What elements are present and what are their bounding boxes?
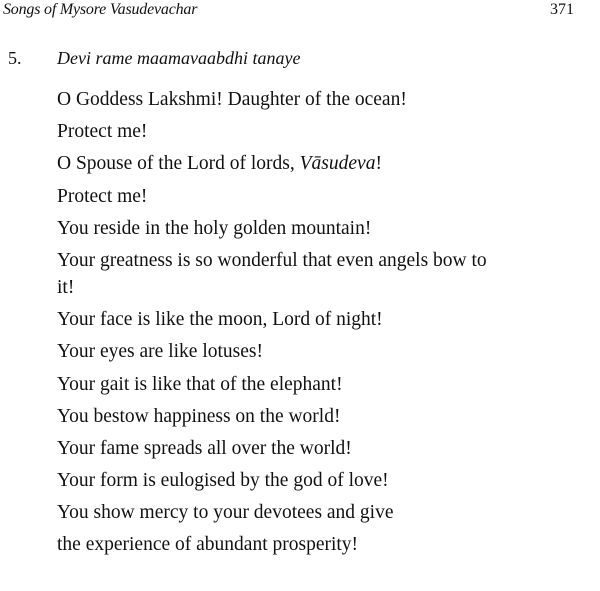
verse-line: it! [57, 276, 75, 298]
verse-line: the experience of abundant prosperity! [57, 534, 359, 556]
verse-line-text: ! [375, 153, 382, 175]
verse-line: Your form is eulogised by the god of love! [57, 470, 389, 492]
verse-line: Your greatness is so wonderful that even angels bow to [57, 249, 487, 271]
verse-line: Your fame spreads all over the world! [57, 437, 352, 459]
verse-line: Your eyes are like lotuses! [57, 341, 263, 363]
verse-line: Protect me! [57, 121, 148, 143]
running-header-title: Songs of Mysore Vasudevachar [3, 1, 198, 18]
verse-line: Your gait is like that of the elephant! [57, 373, 343, 395]
running-header [0, 0, 600, 22]
verse-line: O Goddess Lakshmi! Daughter of the ocean! [57, 89, 407, 110]
verse-line [57, 150, 597, 177]
song-number: 5. [8, 48, 22, 68]
verse-line: Protect me! [57, 185, 148, 207]
song-title: Devi rame maamavaabdhi tanaye [57, 48, 301, 68]
verse-line: Your face is like the moon, Lord of night! [57, 309, 383, 331]
song-heading [8, 46, 588, 70]
song-translation [57, 86, 597, 564]
verse-line: You show mercy to your devotees and give [57, 502, 394, 524]
verse-line: You bestow happiness on the world! [57, 405, 341, 427]
verse-line-text: O Spouse of the Lord of lords, [57, 153, 300, 175]
verse-line: You reside in the holy golden mountain! [57, 217, 372, 239]
page-number: 371 [550, 1, 574, 18]
verse-line-emphasis: Vāsudeva [299, 153, 376, 175]
